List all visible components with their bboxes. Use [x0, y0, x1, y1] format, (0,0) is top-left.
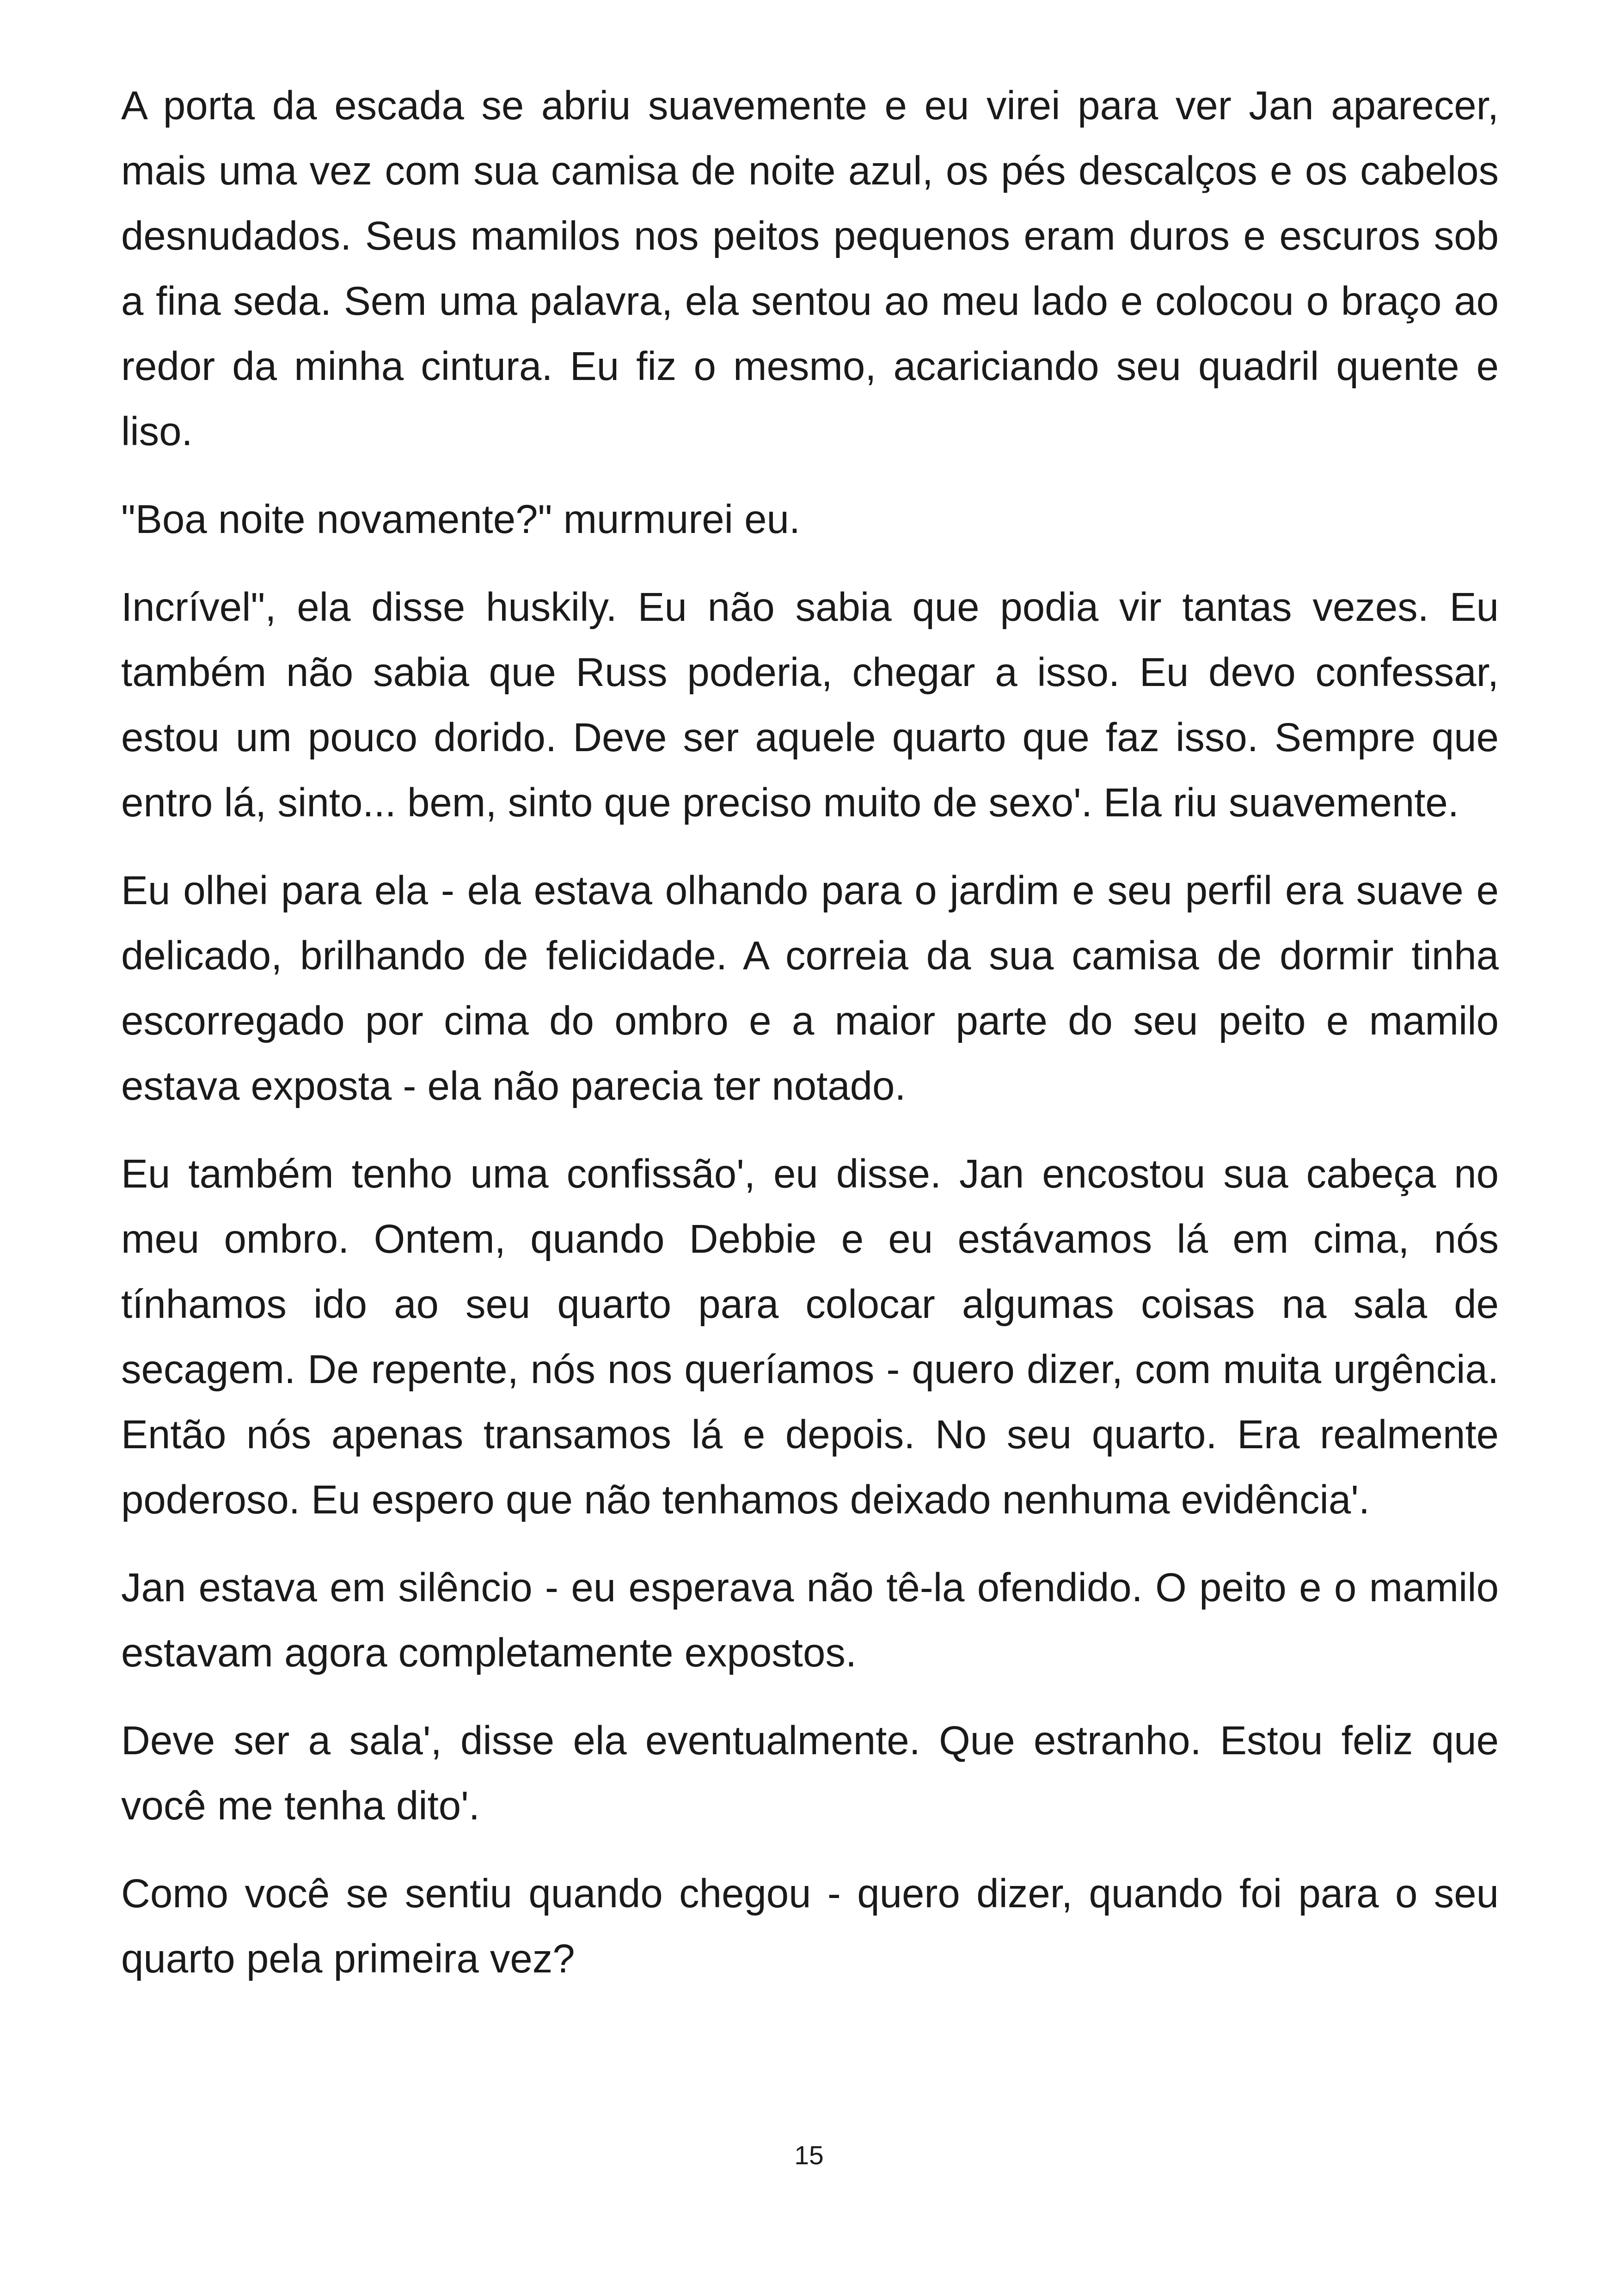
- paragraph: Eu também tenho uma confissão', eu disse. Jan encostou sua cabeça no meu ombro. Ontem, quando Debbie e eu estávamos lá em cima, nós tínhamos ido ao seu quarto para colocar algumas coisas na sala de secagem. De repente, nós nos queríamos - quero dizer, com muita urgência. Então nós apenas transamos lá e depois. No seu quarto. Era realmente poderoso. Eu espero que não tenhamos deixado nenhuma evidência'.: [121, 1151, 1499, 1522]
- paragraph: A porta da escada se abriu suavemente e eu virei para ver Jan aparecer, mais uma vez com sua camisa de noite azul, os pés descalços e os cabelos desnudados. Seus mamilos nos peitos pequenos eram duros e escuros sob a fina seda. Sem uma palavra, ela sentou ao meu lado e colocou o braço ao redor da minha cintura. Eu fiz o mesmo, acariciando seu quadril quente e liso.: [121, 83, 1499, 454]
- paragraph: Incrível", ela disse huskily. Eu não sabia que podia vir tantas vezes. Eu também não sabia que Russ poderia, chegar a isso. Eu devo confessar, estou um pouco dorido. Deve ser aquele quarto que faz isso. Sempre que entro lá, sinto... bem, sinto que preciso muito de sexo'. Ela riu suavemente.: [121, 585, 1499, 825]
- page-number: 15: [794, 2141, 824, 2170]
- paragraph: Jan estava em silêncio - eu esperava não tê-la ofendido. O peito e o mamilo estavam agora completamente expostos.: [121, 1565, 1499, 1675]
- paragraph: "Boa noite novamente?" murmurei eu.: [121, 497, 801, 542]
- paragraph: Deve ser a sala', disse ela eventualmente. Que estranho. Estou feliz que você me tenha dito'.: [121, 1718, 1499, 1828]
- paragraph: Eu olhei para ela - ela estava olhando para o jardim e seu perfil era suave e delicado, brilhando de felicidade. A correia da sua camisa de dormir tinha escorregado por cima do ombro e a maior parte do seu peito e mamilo estava exposta - ela não parecia ter notado.: [121, 868, 1499, 1108]
- text-body: [121, 73, 1499, 2014]
- paragraph: Como você se sentiu quando chegou - quero dizer, quando foi para o seu quarto pela primeira vez?: [121, 1871, 1499, 1981]
